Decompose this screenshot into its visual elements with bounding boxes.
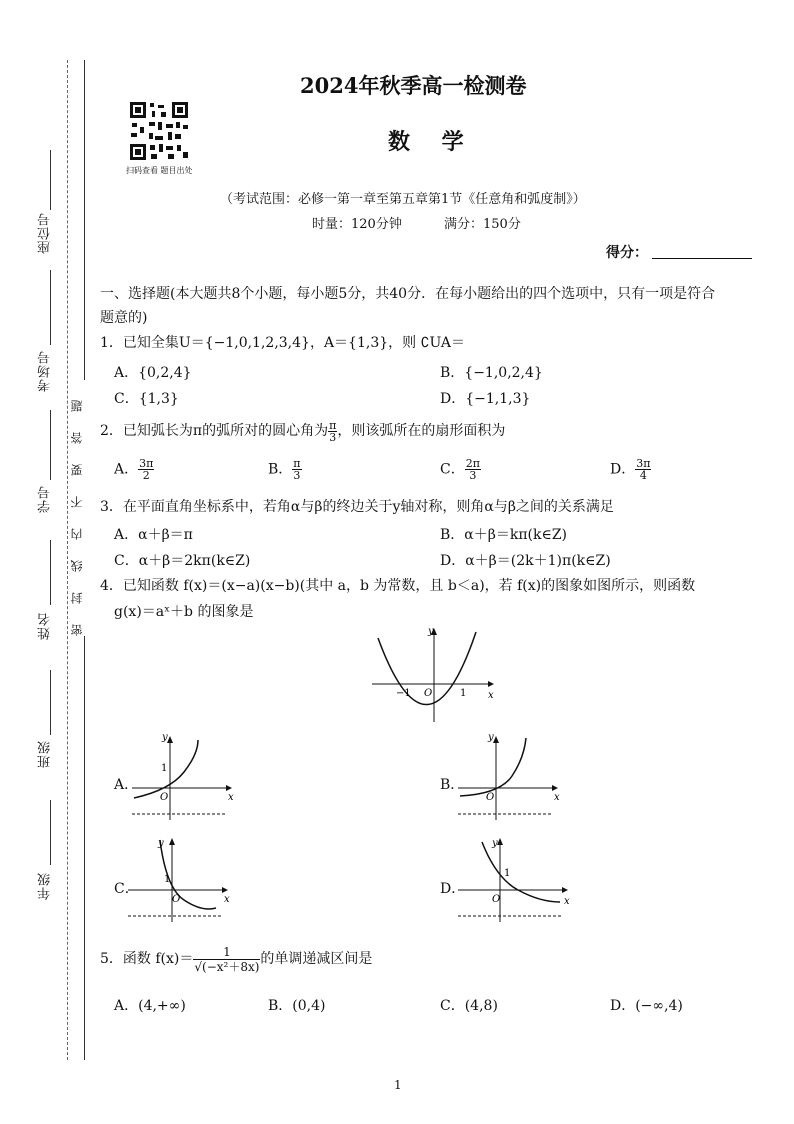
y-axis-arrow [497,838,503,845]
origin-label: O [424,688,433,699]
q2-a-den: 2 [142,469,150,482]
q4-option-c-label[interactable]: C． [114,881,139,897]
q2-c-fraction [465,458,481,481]
q2-b-label: B． [268,461,293,478]
q1-option-c[interactable]: C．{1,3} [114,391,179,407]
y-axis-label: y [488,732,494,743]
label-student-number: 学号 [38,485,53,513]
q4-option-d-graph[interactable] [456,834,576,924]
x-axis-label: x [224,894,230,905]
q2-stem-pre: 2．已知弧长为π的弧所对的圆心角为 [100,423,329,439]
q4-option-b-label[interactable]: B． [440,777,465,793]
q2-c-label: C． [440,461,465,478]
blank-seat-number [50,150,51,210]
q3-option-a[interactable]: A．α＋β＝π [114,527,193,543]
q2-option-a[interactable] [114,458,154,481]
q1-option-a[interactable]: A．{0,2,4} [114,365,192,381]
label-exam-room: 考场号 [38,350,53,392]
q3-option-d[interactable]: D．α＋β＝(2k＋1)π(k∈Z) [440,553,611,569]
score-label: 得分： [606,245,648,261]
section1-heading-cont: 题意的) [100,310,148,326]
full-score: 满分：150分 [444,217,521,232]
q2-stem-fraction [328,420,337,443]
q3-option-c[interactable]: C．α＋β＝2kπ(k∈Z) [114,553,251,569]
exam-time: 时量：120分钟 [312,217,402,232]
q2-stem-den: 3 [329,430,337,444]
x-axis-arrow [552,785,558,791]
q4-option-a-graph[interactable] [130,732,240,822]
q2-option-c[interactable] [440,458,481,481]
y-axis-arrow [169,838,175,845]
q2-d-den: 4 [639,469,647,482]
q2-d-fraction [635,458,651,481]
q4-option-b-graph[interactable] [456,732,566,822]
qr-caption: 扫码查看 题目出处 [126,166,193,175]
x-axis-label: x [488,690,494,701]
binding-warning: 密封线内不要答题 [70,380,84,636]
blank-grade [50,800,51,865]
origin-label: O [492,894,501,905]
q5-stem-fraction [193,945,260,974]
q4-option-d-label[interactable]: D． [440,881,466,897]
q5-option-d[interactable]: D．(−∞,4) [610,998,683,1014]
blank-exam-room [50,270,51,345]
score-blank [652,258,752,259]
y-axis-arrow [167,736,173,743]
q2-option-b[interactable] [268,458,302,481]
q2-b-den: 3 [293,469,301,482]
neg-one-label: −1 [396,688,411,699]
one-label: 1 [161,763,168,774]
y-axis-arrow [493,736,499,743]
q4-parabola-graph [370,624,500,724]
exam-scope: （考试范围：必修一第一章至第五章第1节《任意角和弧度制》） [220,192,586,207]
q2-c-num: 2π [465,457,480,470]
y-axis-label: y [158,838,164,849]
q5-stem-den: √(−x²＋8x) [194,959,260,974]
one-label: 1 [164,874,171,885]
page-number: 1 [394,1078,402,1092]
q5-stem [100,944,372,974]
blank-class [50,670,51,735]
q2-b-num: π [293,457,301,470]
q2-a-num: 3π [139,457,154,470]
origin-label: O [172,894,181,905]
q1-option-d[interactable]: D．{−1,1,3} [440,391,531,407]
qr-code [128,100,190,162]
x-axis-arrow [488,681,494,687]
qr-code-graphic [128,100,190,162]
q2-b-fraction [292,458,301,481]
x-axis-label: x [564,896,570,907]
label-seat-number: 座位号 [38,212,53,254]
y-axis-label: y [162,732,168,743]
origin-label: O [486,792,495,803]
q2-d-num: 3π [636,457,651,470]
label-class: 班级 [38,740,53,768]
subject-title: 数 学 [388,129,476,155]
exam-title: 2024年秋季高一检测卷 [300,73,527,98]
x-axis-arrow [222,887,228,893]
label-name: 姓名 [38,612,53,640]
q5-stem-pre: 5．函数 f(x)＝ [100,951,194,967]
q1-option-b[interactable]: B．{−1,0,2,4} [440,365,543,381]
q4-option-a-label[interactable]: A． [114,777,139,793]
blank-name [50,540,51,605]
exp-curve [460,738,526,796]
q2-stem-post: ，则该弧所在的扇形面积为 [337,423,506,439]
q2-stem [100,418,505,444]
x-axis-label: x [228,792,234,803]
origin-label: O [160,792,169,803]
x-axis-arrow [226,785,232,791]
q4-option-c-graph[interactable] [126,834,236,924]
q2-option-d[interactable] [610,458,651,481]
q5-option-a[interactable]: A．(4,+∞) [114,998,186,1014]
q5-option-c[interactable]: C．(4,8) [440,998,498,1014]
label-grade: 年级 [38,872,53,900]
q3-stem: 3．在平面直角坐标系中，若角α与β的终边关于y轴对称，则角α与β之间的关系满足 [100,499,614,515]
exp-curve [482,842,560,902]
y-axis-label: y [428,626,434,637]
q5-option-b[interactable]: B．(0,4) [268,998,326,1014]
q2-a-label: A． [114,461,139,478]
q3-option-b[interactable]: B．α＋β＝kπ(k∈Z) [440,527,568,543]
q2-c-den: 3 [469,469,477,482]
x-axis-label: x [554,792,560,803]
x-axis-arrow [562,887,568,893]
y-axis-label: y [492,838,498,849]
q2-stem-num: π [329,418,337,432]
q2-d-label: D． [610,461,636,478]
q2-a-fraction [138,458,154,481]
q4-stem-line1: 4．已知函数 f(x)＝(x−a)(x−b)(其中 a，b 为常数，且 b＜a)，若 f(x)的图象如图所示，则函数 [100,578,696,594]
one-label: 1 [460,688,467,699]
q5-stem-post: 的单调递减区间是 [260,951,373,967]
q1-stem: 1．已知全集U＝{−1,0,1,2,3,4}，A＝{1,3}，则 ∁UA＝ [100,335,465,351]
section1-heading: 一、选择题(本大题共8个小题，每小题5分，共40分．在每小题给出的四个选项中，只有一项是符合 [100,286,716,302]
blank-student-number [50,410,51,480]
q5-stem-num: 1 [193,945,260,960]
one-label: 1 [504,868,511,879]
q4-stem-line2: g(x)＝aˣ＋b 的图象是 [114,604,254,620]
